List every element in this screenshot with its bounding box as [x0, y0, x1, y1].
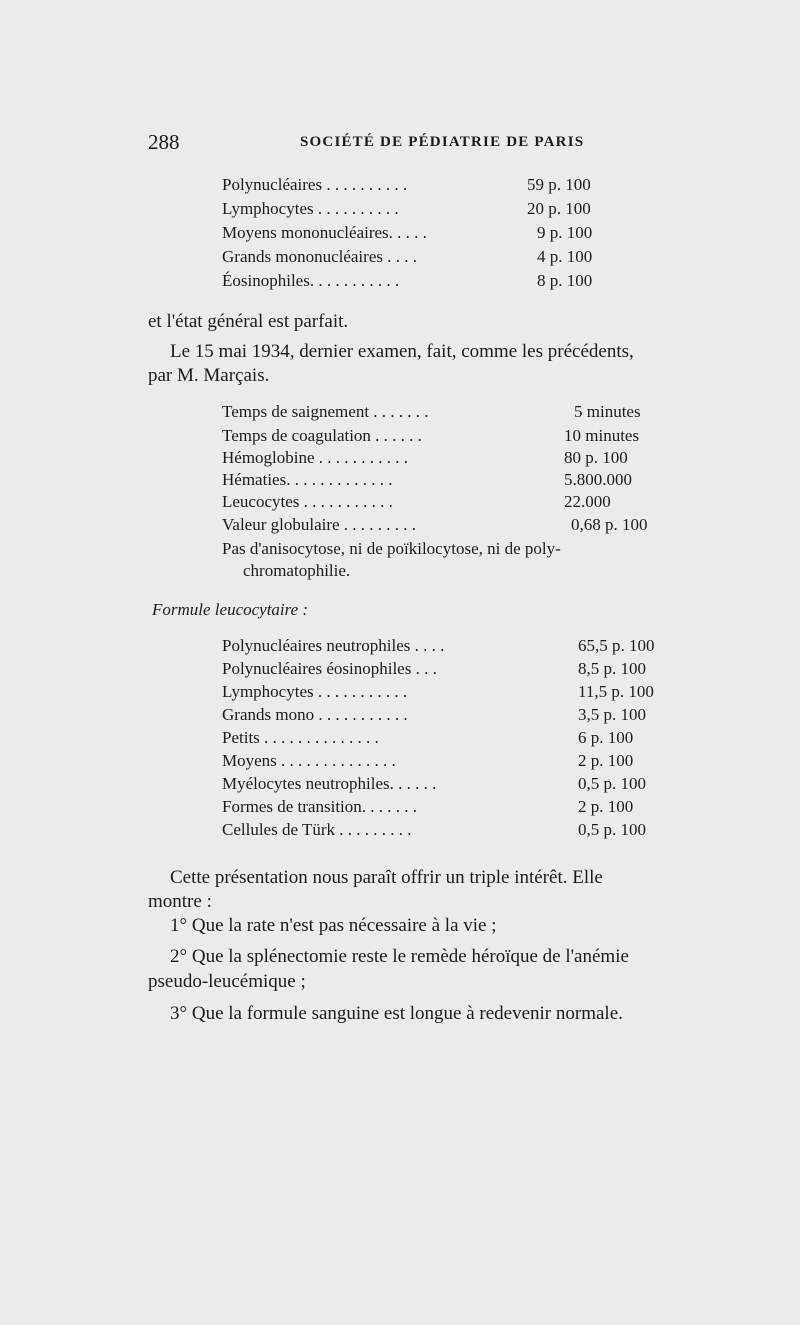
row-value: 80 p. 100 — [564, 448, 628, 467]
row-label: Hématies. . . . . . . . . . . . . — [222, 470, 393, 489]
row-label: Éosinophiles. . . . . . . . . . . — [222, 271, 400, 290]
row-value: 4 p. 100 — [537, 247, 593, 266]
row-value: 0,68 p. 100 — [571, 515, 648, 534]
row-label: Valeur globulaire . . . . . . . . . — [222, 515, 417, 534]
formula-heading: Formule leucocytaire : — [152, 600, 309, 619]
row-value: 0,5 p. 100 — [578, 820, 646, 839]
paragraph: par M. Marçais. — [148, 365, 270, 386]
row-label: Lymphocytes . . . . . . . . . . . — [222, 682, 408, 701]
row-value: 10 minutes — [564, 426, 640, 445]
conclusion: montre : — [148, 891, 212, 912]
numbered-point: 3° Que la formule sanguine est longue à redevenir normale. — [170, 1003, 623, 1024]
row-label: Grands mono . . . . . . . . . . . — [222, 705, 408, 724]
row-label: Moyens mononucléaires. . . . . — [222, 223, 427, 242]
row-value: 2 p. 100 — [578, 797, 634, 816]
row-label: Temps de saignement . . . . . . . — [222, 402, 429, 421]
numbered-point: 2° Que la splénectomie reste le remède héroïque de l'anémie — [170, 946, 629, 967]
row-value: 6 p. 100 — [578, 728, 634, 747]
row-label: Polynucléaires . . . . . . . . . . — [222, 175, 408, 194]
row-value: 9 p. 100 — [537, 223, 593, 242]
row-value: 22.000 — [564, 492, 611, 511]
row-label: Petits . . . . . . . . . . . . . . — [222, 728, 379, 747]
row-label: Hémoglobine . . . . . . . . . . . — [222, 448, 409, 467]
running-title: SOCIÉTÉ DE PÉDIATRIE DE PARIS — [300, 134, 585, 150]
row-label: Grands mononucléaires . . . . — [222, 247, 417, 266]
row-label: Myélocytes neutrophiles. . . . . . — [222, 774, 437, 793]
paragraph: Le 15 mai 1934, dernier examen, fait, comme les précédents, — [170, 341, 634, 362]
row-value: 20 p. 100 — [527, 199, 591, 218]
row-label: Moyens . . . . . . . . . . . . . . — [222, 751, 396, 770]
conclusion: Cette présentation nous paraît offrir un triple intérêt. Elle — [170, 867, 603, 888]
row-label: Polynucléaires neutrophiles . . . . — [222, 636, 445, 655]
paragraph: et l'état général est parfait. — [148, 311, 349, 332]
row-value: 3,5 p. 100 — [578, 705, 646, 724]
page-number: 288 — [148, 130, 180, 154]
row-value: 11,5 p. 100 — [578, 682, 654, 701]
row-value: 8 p. 100 — [537, 271, 593, 290]
numbered-point: pseudo-leucémique ; — [148, 971, 306, 992]
row-label: Lymphocytes . . . . . . . . . . — [222, 199, 399, 218]
note-line: Pas d'anisocytose, ni de poïkilocytose, ni de poly- — [222, 539, 561, 558]
row-value: 0,5 p. 100 — [578, 774, 646, 793]
row-value: 2 p. 100 — [578, 751, 634, 770]
row-label: Polynucléaires éosinophiles . . . — [222, 659, 437, 678]
row-value: 65,5 p. 100 — [578, 636, 655, 655]
row-label: Formes de transition. . . . . . . — [222, 797, 418, 816]
row-value: 5 minutes — [574, 402, 641, 421]
row-label: Cellules de Türk . . . . . . . . . — [222, 820, 412, 839]
row-value: 8,5 p. 100 — [578, 659, 646, 678]
numbered-point: 1° Que la rate n'est pas nécessaire à la vie ; — [170, 915, 497, 936]
row-value: 59 p. 100 — [527, 175, 591, 194]
page-header — [148, 130, 603, 160]
note-line: chromatophilie. — [243, 561, 351, 580]
row-label: Temps de coagulation . . . . . . — [222, 426, 422, 445]
row-label: Leucocytes . . . . . . . . . . . — [222, 492, 393, 511]
row-value: 5.800.000 — [564, 470, 632, 489]
